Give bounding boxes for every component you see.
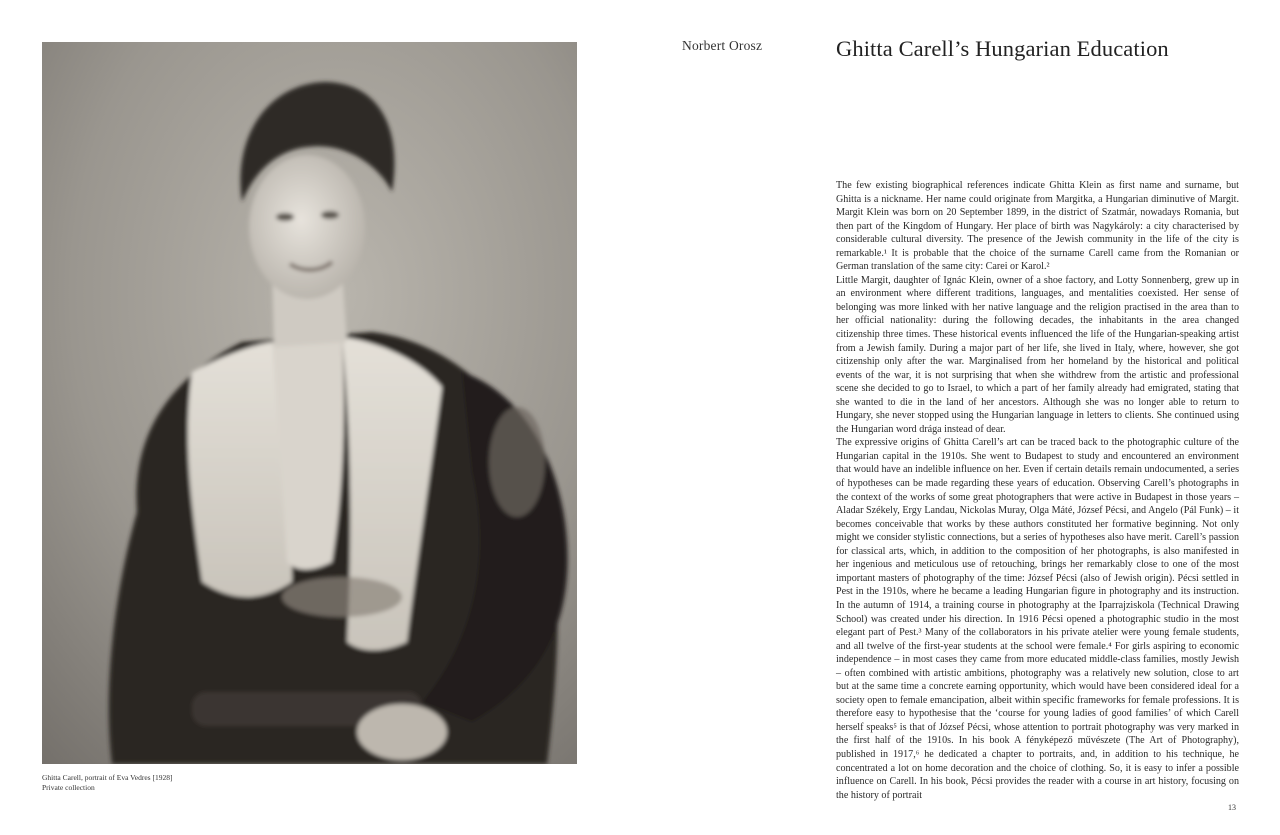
caption-title: Ghitta Carell, portrait of Eva Vedres [1928]	[42, 773, 173, 782]
author-name: Norbert Orosz	[682, 38, 763, 53]
article-body	[836, 179, 1239, 802]
paragraph-3: The expressive origins of Ghitta Carell’s art can be traced back to the photographic culture of the Hungarian capital in the 1910s. She went to Budapest to study and encountered an environment that would have an indelible influence on her. Even if certain details remain undocumented, a series of hypotheses can be made regarding these years of education. Observing Carell’s photographs in the context of the works of some great photographers that were active in Budapest in those years – Aladar Székely, Ergy Landau, Nickolas Muray, Olga Máté, József Pécsi, and Angelo (Pál Funk) – it becomes conceivable that works by these authors constituted her formative beginning. Not only might we consider stylistic connections, but a series of hypotheses also have merit. Carell’s passion for classical arts, which, in addition to the composition of her photographs, is also manifested in her ingenious and meticulous use of retouching, brings her remarkably close to one of the most important masters of photography of the time: József Pécsi (also of Jewish origin). Pécsi settled in Pest in the 1910s, where he became a leading Hungarian figure in photography and its instruction. In the autumn of 1914, a training course in photography at the Iparrajziskola (Technical Drawing School) was created under his direction. In 1916 Pécsi opened a photographic studio in the most elegant part of Pest.³ Many of the collaborators in his private atelier were young female students, and all twelve of the first-year students at the school were female.⁴ For girls aspiring to economic independence – in most cases they came from more educated middle-class families, mostly Jewish – often combined with artistic ambitions, photography was a relatively new solution, close to art but at the same time a concrete earning opportunity, which would have been considered ideal for a society open to female emancipation, albeit within specific frameworks for female professions. It is therefore easy to hypothesise that the ‘course for young ladies of good families’ of which Carell herself speaks⁵ is that of József Pécsi, whose attention to portrait photography was very marked in the first half of the 1910s. In his book A fényképező művészete (The Art of Photography), published in 1917,⁶ he dedicated a chapter to portraits, and, in addition to his technique, he concentrated a lot on home decoration and the choice of clothing. So, it is easy to infer a possible influence on Carell. In his book, Pécsi provides the reader with a course in art history, focusing on the history of portrait	[836, 437, 1239, 801]
article-title: Ghitta Carell’s Hungarian Education	[836, 36, 1169, 61]
portrait-photo-graphic	[42, 42, 577, 764]
photo-caption	[42, 773, 342, 793]
paragraph-2: Little Margit, daughter of Ignác Klein, owner of a shoe factory, and Lotty Sonnenberg, grew up in an environment where different traditions, languages, and mentalities coexisted. Her sense of belonging was more linked with her native language and the religion practised in the area than to her official nationality: during the following decades, the inhabitants in the area changed citizenship three times. These historical events influenced the life of the Hungarian-speaking artist from a Jewish family. During a major part of her life, she lived in Italy, where, however, she got citizenship only after the war. Marginalised from her homeland by the historical and political events of the war, it is not surprising that when she withdrew from the artistic and professional scene she decided to go to Israel, to which a part of her family already had emigrated, stating that she wanted to die in the land of her ancestors. Although she was no longer able to return to Hungary, she never stopped using the Hungarian language in letters to clients. She continued using the Hungarian word drága instead of dear.	[836, 274, 1239, 435]
caption-source: Private collection	[42, 783, 95, 792]
paragraph-1: The few existing biographical references indicate Ghitta Klein as first name and surname, but Ghitta is a nickname. Her name could originate from Margitka, a Hungarian diminutive of Margit. Margit Klein was born on 20 September 1899, in the district of Szatmár, nowadays Romania, but then part of the Kingdom of Hungary. Her place of birth was Nagykároly: a city characterised by considerable cultural diversity. The presence of the Jewish community in the life of the city is remarkable.¹ It is probable that the choice of the surname Carell came from the Romanian or German translation of the same city: Carei or Karol.²	[836, 180, 1239, 273]
portrait-photo	[42, 42, 577, 764]
page-number: 13	[1228, 803, 1236, 812]
